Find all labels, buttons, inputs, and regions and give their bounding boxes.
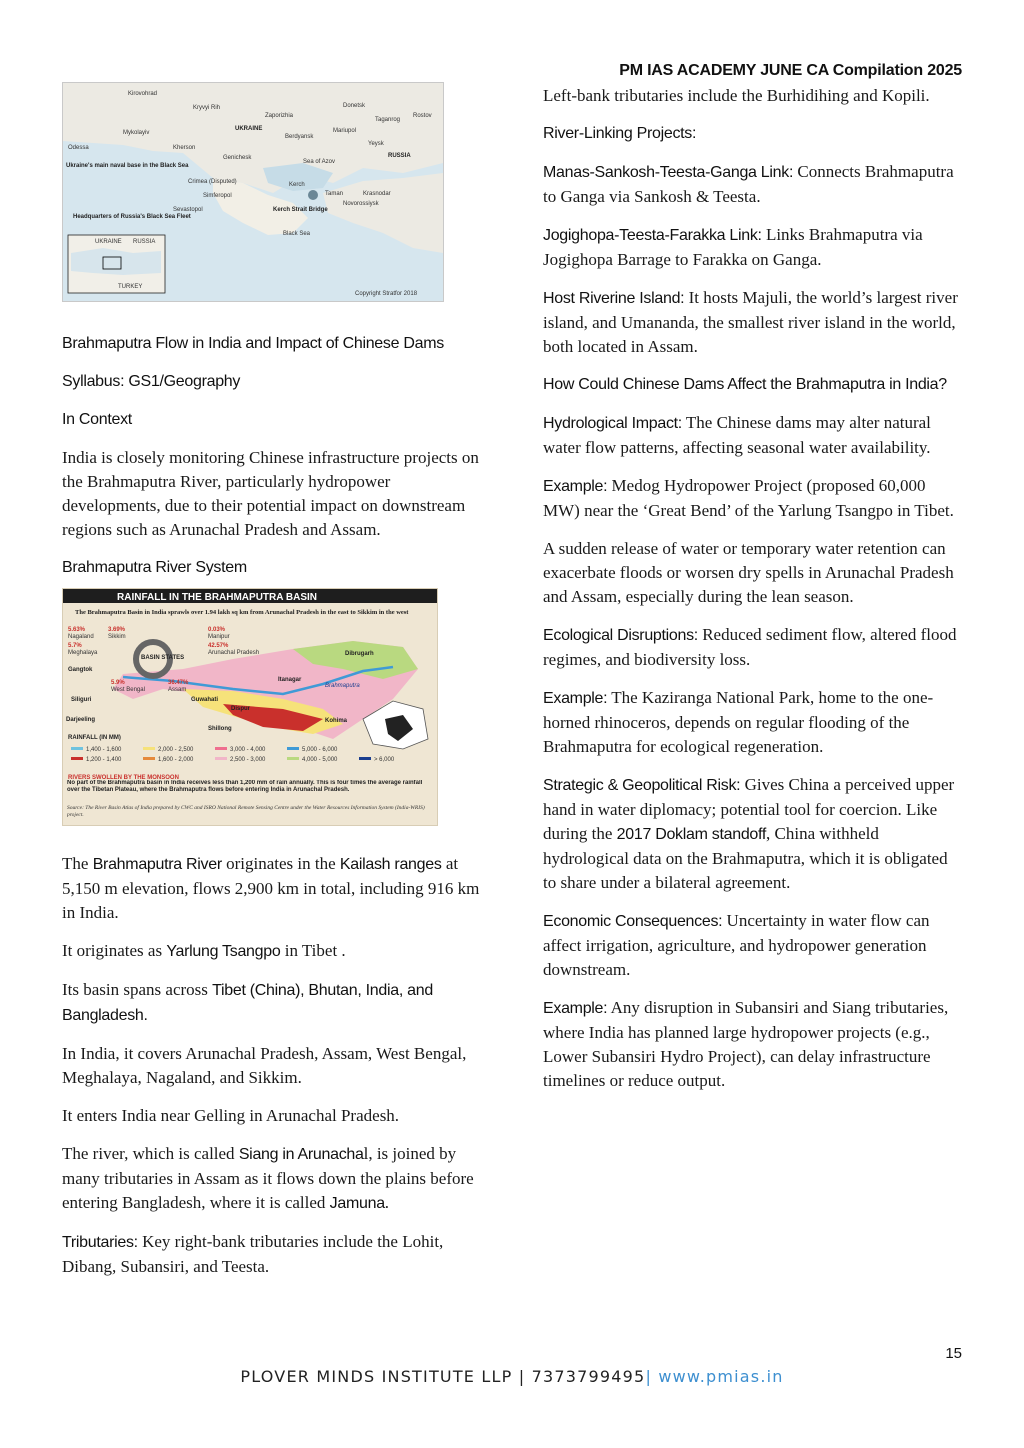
para-jogighopa-link: Jogighopa-Teesta-Farakka Link: Links Brahmaputra via Jogighopa Barrage to Farakka on Ganga. <box>543 225 923 269</box>
para-basin: Its basin spans across Tibet (China), Bhutan, India, and Bangladesh. <box>62 980 433 1024</box>
rainfall-figure <box>62 588 438 826</box>
source-wrap <box>67 805 433 823</box>
note-text: No part of the Brahmaputra basin in India receives less than 1,200 mm of rain annually. This is four times the average rainfall over the Tibetan Plateau, where the Brahmaputra flows before entering India in Arunachal Pradesh. <box>67 780 423 793</box>
legend-swatch <box>71 757 83 760</box>
map-label-russia: RUSSIA <box>388 153 411 159</box>
legend-label: 5,000 - 6,000 <box>302 747 338 753</box>
place-siliguri: Siliguri <box>71 697 92 703</box>
inset-label-turkey: TURKEY <box>118 284 143 290</box>
legend-title: RAINFALL (IN MM) <box>68 735 121 741</box>
state-name-meghalaya: Meghalaya <box>68 650 98 656</box>
map-label-berdyansk: Berdyansk <box>285 134 314 140</box>
state-name-sikkim: Sikkim <box>108 634 126 640</box>
footer <box>0 1367 1024 1386</box>
para-hydrological: Hydrological Impact: The Chinese dams may alter natural water flow patterns, affecting seasonal water availability. <box>543 413 931 457</box>
para-example-medog: Example: Medog Hydropower Project (proposed 60,000 MW) near the ‘Great Bend’ of the Yarlung Tsangpo in Tibet. <box>543 476 954 520</box>
page-number: 15 <box>945 1345 962 1362</box>
map-label-odessa: Odessa <box>68 145 89 151</box>
legend-label: 2,500 - 3,000 <box>230 757 266 763</box>
map-label-zaporizhia: Zaporizhia <box>265 113 294 119</box>
para-riverine-island: Host Riverine Island: It hosts Majuli, the world’s largest river island, and Umananda, the smallest river island in the world, both located in Assam. <box>543 288 958 356</box>
map-label-crimea: Crimea (Disputed) <box>188 179 237 185</box>
crimea-map <box>63 83 443 301</box>
map-label-kirovohrad: Kirovohrad <box>128 91 158 97</box>
para-origin: The Brahmaputra River originates in the Kailash ranges at 5,150 m elevation, flows 2,900 km in total, including 916 km in India. <box>62 854 480 922</box>
footer-separator: | <box>645 1367 659 1386</box>
syllabus: Syllabus: GS1/Geography <box>62 373 241 390</box>
place-shillong: Shillong <box>208 726 232 732</box>
rainfall-infographic <box>63 589 437 825</box>
footer-institute: PLOVER MINDS INSTITUTE LLP | 7373799495 <box>240 1367 646 1386</box>
source-text: Source: The River Basin Atlas of India prepared by CWC and ISRO National Remote Sensing Centre under the Water Resources Information System (India-WRIS) project. <box>67 805 425 818</box>
state-pct-nagaland: 5.63% <box>68 627 86 633</box>
map-label-novorossiysk: Novorossiysk <box>343 201 379 207</box>
legend-label: > 6,000 <box>374 757 395 763</box>
map-label-genichesk: Genichesk <box>223 155 252 161</box>
legend-swatch <box>359 757 371 760</box>
legend-swatch <box>143 747 155 750</box>
state-name-west-bengal: West Bengal <box>111 687 145 693</box>
state-pct-meghalaya: 5.7% <box>68 643 82 649</box>
river-system-heading: Brahmaputra River System <box>62 559 247 576</box>
map-label-mykolayiv: Mykolayiv <box>123 130 150 136</box>
map-label-donetsk: Donetsk <box>343 103 366 109</box>
place-gangtok: Gangtok <box>68 667 93 673</box>
map-label-kerch: Kerch <box>289 182 305 188</box>
para-siang: The river, which is called Siang in Arunachal, is joined by many tributaries in Assam as it flows down the plains before entering Bangladesh, where it is called Jamuna. <box>62 1144 474 1212</box>
state-name-manipur: Manipur <box>208 634 230 640</box>
para-manas-link: Manas-Sankosh-Teesta-Ganga Link: Connects Brahmaputra to Ganga via Sankosh & Teesta. <box>543 162 954 206</box>
map-label-fleet-hq: Headquarters of Russia's Black Sea Fleet <box>73 214 191 220</box>
place-guwahati: Guwahati <box>191 697 219 703</box>
map-label-ukraine: UKRAINE <box>235 126 263 132</box>
map-label-kerch-bridge: Kerch Strait Bridge <box>273 207 328 213</box>
state-pct-west-bengal: 5.9% <box>111 680 125 686</box>
para-tributaries: Tributaries: Key right-bank tributaries include the Lohit, Dibang, Subansiri, and Teesta. <box>62 1232 444 1276</box>
para-economic: Economic Consequences: Uncertainty in water flow can affect irrigation, agriculture, and hydropower generation downstream. <box>543 911 930 979</box>
legend-label: 4,000 - 5,000 <box>302 757 338 763</box>
state-pct-manipur: 0.03% <box>208 627 226 633</box>
place-dispur: Dispur <box>231 706 251 712</box>
para-sudden-release: A sudden release of water or temporary water retention can exacerbate floods or worsen dry spells in Arunachal Pradesh and Assam, especially during the lean season. <box>543 539 954 606</box>
right-column <box>543 84 963 1107</box>
map-label-mariupol: Mariupol <box>333 128 357 134</box>
place-brahmaputra: Brahmaputra <box>325 683 360 689</box>
map-label-kryvyi-rih: Kryvyi Rih <box>193 105 221 111</box>
inset-label-ukraine: UKRAINE <box>95 239 122 245</box>
header-title: PM IAS ACADEMY JUNE CA Compilation 2025 <box>619 62 962 79</box>
legend-label: 3,000 - 4,000 <box>230 747 266 753</box>
footer-url[interactable]: www.pmias.in <box>658 1367 784 1386</box>
article-title: Brahmaputra Flow in India and Impact of Chinese Dams <box>62 335 444 352</box>
place-darjeeling: Darjeeling <box>66 717 96 723</box>
legend-swatch <box>287 757 299 760</box>
legend-swatch <box>287 747 299 750</box>
context-paragraph: India is closely monitoring Chinese infrastructure projects on the Brahmaputra River, particularly hydropower developments, due to their potential impact on downstream regions such as Arunachal Pradesh and Assam. <box>62 448 479 539</box>
state-name-assam: Assam <box>168 687 187 693</box>
legend-label: 1,200 - 1,400 <box>86 757 122 763</box>
para-example-subansiri: Example: Any disruption in Subansiri and Siang tributaries, where India has planned large hydropower projects (e.g., Lower Subansiri Hydro Project), can delay infrastructure timelines or reduce output. <box>543 998 949 1090</box>
map-label-sea-of-azov: Sea of Azov <box>303 159 336 165</box>
map-label-sevastopol: Sevastopol <box>173 207 203 213</box>
map-label-kherson: Kherson <box>173 145 196 151</box>
state-pct-sikkim: 3.69% <box>108 627 126 633</box>
left-column <box>62 82 486 1293</box>
legend-label: 1,400 - 1,600 <box>86 747 122 753</box>
para-strategic: Strategic & Geopolitical Risk: Gives China a perceived upper hand in water diplomacy; potential tool for coercion. Like during the 2017 Doklam standoff, China withheld hydrological data on the Brahmaputra, which it is obligated to share under a bilateral agreement. <box>543 775 955 892</box>
state-pct-arunachal: 42.57% <box>208 643 229 649</box>
map-label-yeysk: Yeysk <box>368 141 384 147</box>
state-name-nagaland: Nagaland <box>68 634 94 640</box>
rainfall-subtitle: The Brahmaputra Basin in India sprawls over 1.94 lakh sq km from Arunachal Pradesh in the east to Sikkim in the west <box>75 609 409 616</box>
legend-swatch <box>71 747 83 750</box>
donut-label: BASIN STATES <box>141 655 185 661</box>
legend-swatch <box>215 747 227 750</box>
impact-heading: How Could Chinese Dams Affect the Brahmaputra in India? <box>543 376 947 393</box>
state-name-arunachal: Arunachal Pradesh <box>208 650 260 656</box>
place-itanagar: Itanagar <box>278 677 302 683</box>
crimea-map-figure <box>62 82 444 302</box>
state-pct-assam: 36.47% <box>168 680 189 686</box>
para-example-kaziranga: Example: The Kaziranga National Park, home to the one-horned rhinoceros, depends on regular flooding of the Brahmaputra for ecological regeneration. <box>543 688 934 756</box>
para-left-bank: Left-bank tributaries include the Burhidihing and Kopili. <box>543 86 930 105</box>
inset-label-russia: RUSSIA <box>133 239 156 245</box>
map-label-taganrog: Taganrog <box>375 117 401 123</box>
map-label-naval-base: Ukraine's main naval base in the Black Sea <box>66 163 189 169</box>
map-label-taman: Taman <box>325 191 344 197</box>
para-states: In India, it covers Arunachal Pradesh, Assam, West Bengal, Meghalaya, Nagaland, and Sikkim. <box>62 1044 467 1087</box>
legend-swatch <box>215 757 227 760</box>
legend-label: 2,000 - 2,500 <box>158 747 194 753</box>
legend-label: 1,600 - 2,000 <box>158 757 194 763</box>
note-title: RIVERS SWOLLEN BY THE MONSOON <box>68 775 179 781</box>
para-yarlung: It originates as Yarlung Tsangpo in Tibet . <box>62 941 346 960</box>
map-label-simferopol: Simferopol <box>203 193 232 199</box>
map-label-rostov: Rostov <box>413 113 432 119</box>
place-dibrugarh: Dibrugarh <box>345 651 374 657</box>
note-text-wrap <box>67 780 433 804</box>
para-ecological: Ecological Disruptions: Reduced sediment flow, altered flood regimes, and biodiversity loss. <box>543 625 957 669</box>
legend-swatch <box>143 757 155 760</box>
rainfall-title: RAINFALL IN THE BRAHMAPUTRA BASIN <box>117 592 317 603</box>
place-kohima: Kohima <box>325 718 348 724</box>
para-enters: It enters India near Gelling in Arunachal Pradesh. <box>62 1106 400 1125</box>
in-context-heading: In Context <box>62 411 132 428</box>
map-label-krasnodar: Krasnodar <box>363 191 391 197</box>
river-linking-heading: River-Linking Projects: <box>543 125 697 142</box>
map-label-black-sea: Black Sea <box>283 231 311 237</box>
map-copyright: Copyright Stratfor 2018 <box>355 291 418 297</box>
